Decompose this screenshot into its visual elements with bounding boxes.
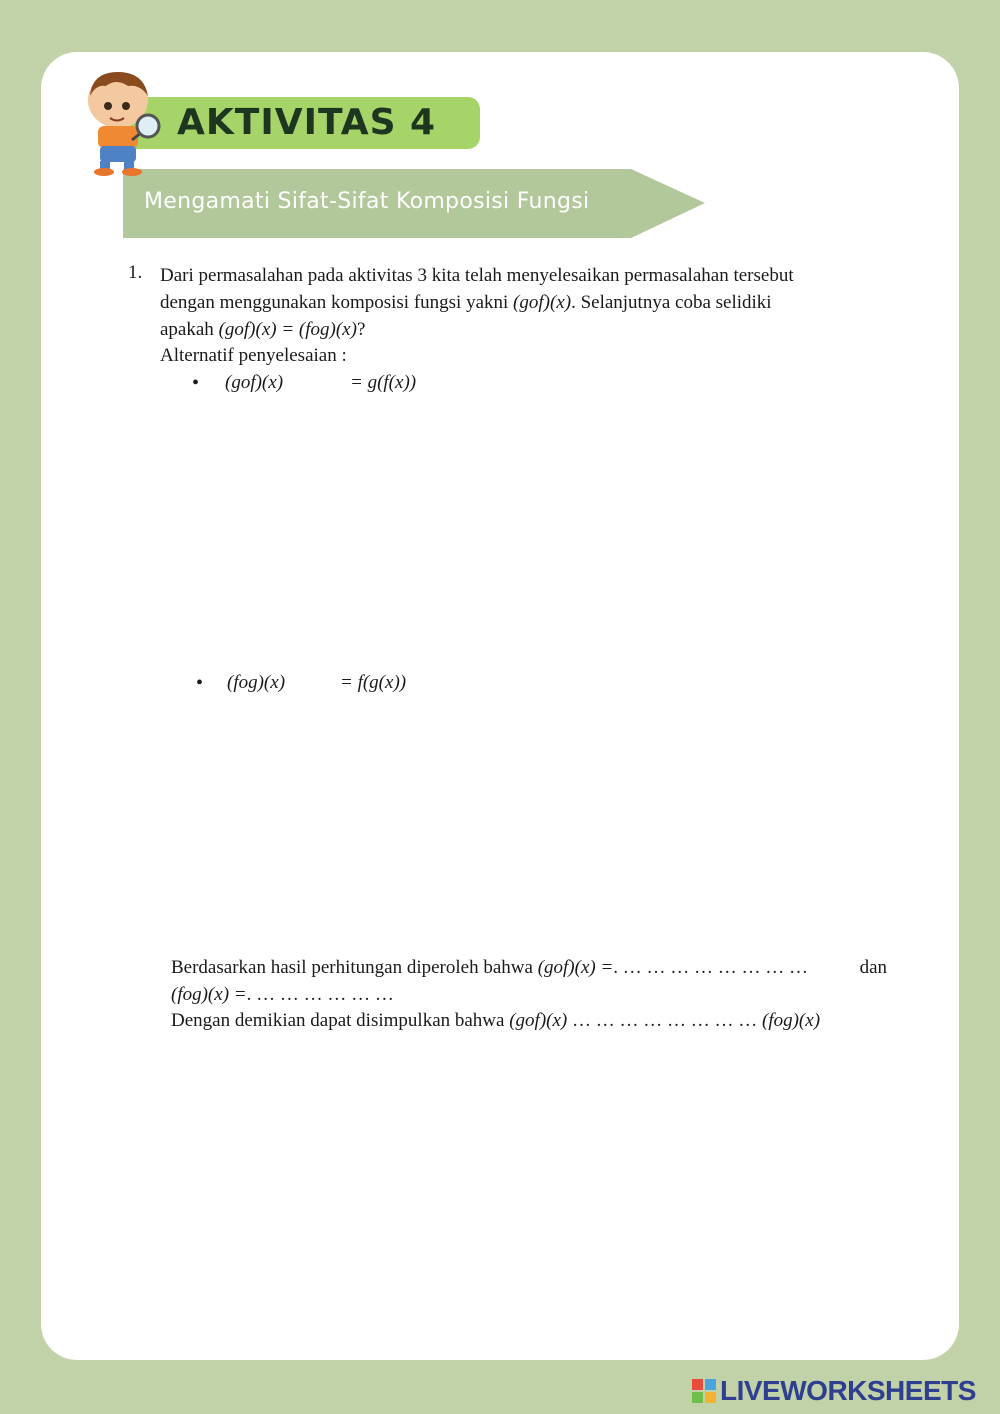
conclusion-line-1: Berdasarkan hasil perhitungan diperoleh bahwa (gof)(x) =. … … … … … … … … dan <box>171 957 887 978</box>
watermark-text: LIVEWORKSHEETS <box>720 1375 976 1406</box>
item-2-lhs: (fog)(x) <box>227 672 286 693</box>
liveworksheets-watermark <box>692 1374 976 1408</box>
conclusion-line-3: Dengan demikian dapat disimpulkan bahwa (gof)(x) … … … … … … … … (fog)(x) <box>171 1010 821 1031</box>
boy-with-magnifier-illustration <box>70 66 170 178</box>
item-1-rhs: = g(f(x)) <box>350 372 417 393</box>
item-2-rhs: = f(g(x)) <box>340 672 407 693</box>
activity-title: AKTIVITAS 4 <box>177 102 437 143</box>
item-1-lhs: (gof)(x) <box>225 372 284 393</box>
activity-subtitle: Mengamati Sifat-Sifat Komposisi Fungsi <box>144 189 590 214</box>
question-line-1: Dari permasalahan pada aktivitas 3 kita telah menyelesaikan permasalahan tersebut <box>160 265 794 286</box>
bullet-1: • <box>192 372 200 394</box>
question-number: 1. <box>128 262 143 283</box>
question-line-3: apakah (gof)(x) = (fog)(x)? <box>160 319 366 340</box>
bullet-2: • <box>196 672 204 694</box>
question-line-2: dengan menggunakan komposisi fungsi yakni (gof)(x). Selanjutnya coba selidiki <box>160 292 772 313</box>
liveworksheets-logo-icon <box>692 1379 716 1403</box>
answer-blank-relation[interactable]: … … … … … … … … <box>572 1010 758 1031</box>
question-text <box>160 262 894 343</box>
conclusion-line-2: (fog)(x) =. … … … … … … <box>171 984 394 1005</box>
answer-blank-gof[interactable]: . … … … … … … … … <box>613 957 809 978</box>
worksheet-card <box>41 52 959 1360</box>
alternative-solution-label: Alternatif penyelesaian : <box>160 345 347 366</box>
answer-blank-fog[interactable]: . … … … … … … <box>246 984 394 1005</box>
